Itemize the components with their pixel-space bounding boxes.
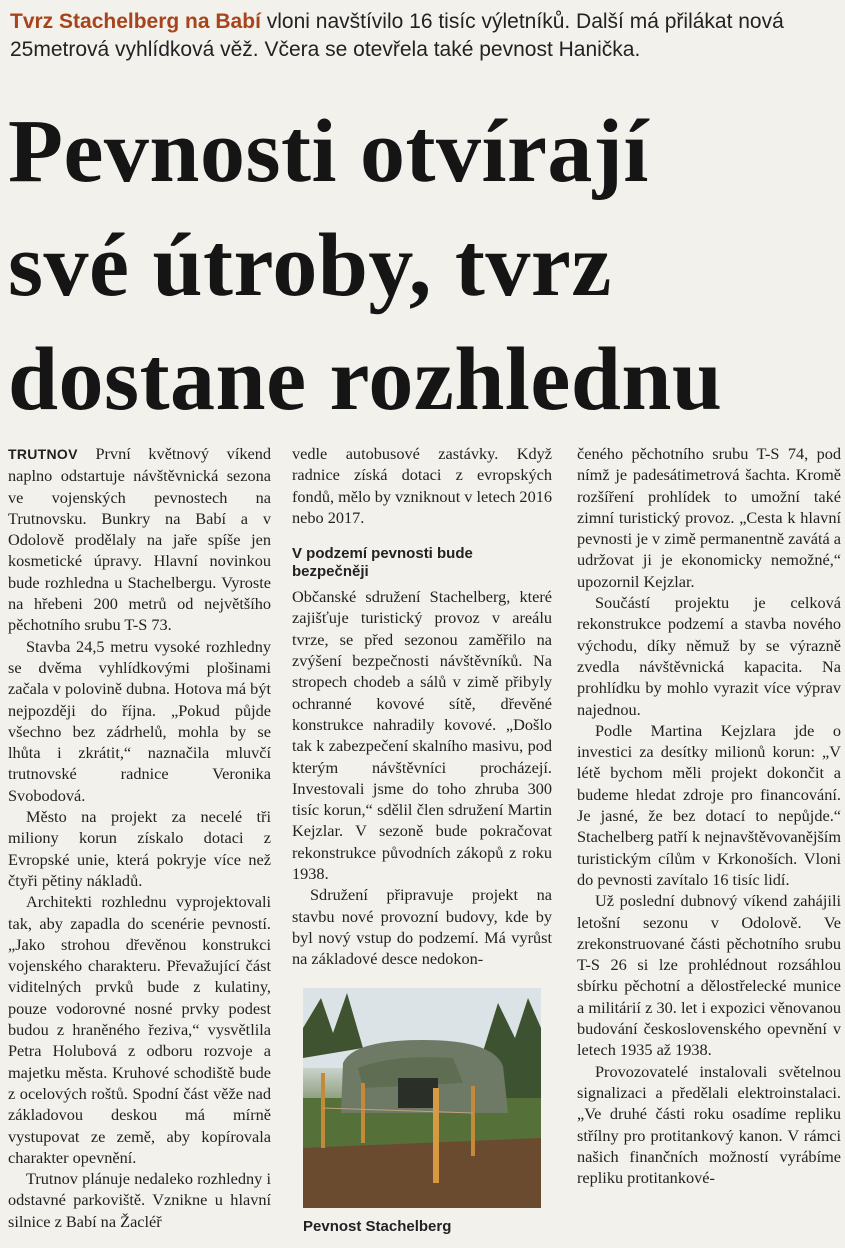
paragraph: Provozovatelé instalovali světelnou signalizaci a předělali elektroinstalaci. „Ve druhé části roku osadíme repliku střílny pro protitankový kanon. V rámci našich finančních možností vyrábíme repliku protitankové- [577, 1061, 841, 1188]
article-column-1 [8, 443, 271, 1232]
headline-line-3: dostane rozhlednu [8, 330, 723, 429]
headline-line-1: Pevnosti otvírají [8, 102, 649, 201]
paragraph: Trutnov plánuje nedaleko rozhledny i odstavné parkoviště. Vznikne u hlavní silnice z Babí na Žacléř [8, 1169, 271, 1231]
photo-stachelberg-bunker [303, 988, 541, 1208]
paragraph: Architekti rozhlednu vyprojektovali tak, aby zapadla do scenérie pevností. „Jako strohou dřevěnou konstrukci vojenského charakteru. Převažující část viditelných prvků bude z kulatiny, pouze vodorovné nosné prvky podest budou z hraněného řeziva,“ vysvětlila Petra Holubová z odboru rozvoje a majetku města. Kruhové schodiště bude z ocelových roštů. Spodní část věže nad základovou deskou má mírně vystupovat ze země, aby kopírovala charakter opevnění. [8, 892, 271, 1167]
dateline: TRUTNOV [8, 446, 78, 462]
headline-line-2: své útroby, tvrz [8, 216, 612, 315]
paragraph: Součástí projektu je celková rekonstrukce podzemí a stavba nového východu, díky němuž by se výrazně zvedla návštěvnická kapacita. Na prohlídku by mohlo vyrazit více výprav najednou. [577, 593, 841, 719]
paragraph: čeného pěchotního srubu T-S 74, pod nímž je padesátimetrová šachta. Kromě rozšíření prohlídek to umožní také zimní turistický provoz. „Cesta k hlavní pevnosti je v zimě permanentně zavátá a udržovat ji je ekonomicky nemožné,“ upozornil Kejzlar. [577, 444, 841, 591]
subheading: V podzemí pevnosti bude bezpečněji [292, 545, 473, 581]
paragraph: Už poslední dubnový víkend zahájili letošní sezonu v Odolově. Ve zrekonstruované části pěchotního srubu T-S 26 si lze prohlédnout rozsáhlou sbírku pěchotní a dělostřelecké munice a militárií z 30. let i expozici věnovanou budování československého opevnění v letech 1935 až 1938. [577, 891, 841, 1060]
paragraph-text: První květnový víkend naplno odstartuje návštěvnická sezona ve vojenských pevnostech na Trutnovsku. Bunkry na Babí a v Odolově prodělaly na jaře spíše jen kosmetické úpravy. Hlavní novinkou bude rozhledna u Stachelbergu. Vyroste na hřebeni 200 metrů od největšího pěchotního srubu T-S 73. [8, 444, 271, 635]
lead-text: vloni navštívilo 16 tisíc výletníků. Další má přilákat nová 25metrová vyhlídková věž. Včera se otevřela také pevnost Hanička. [10, 10, 784, 61]
paragraph: Město na projekt za necelé tři miliony korun získalo dotaci z Evropské unie, která pokryje více než čtyři pětiny nákladů. [8, 807, 271, 890]
headline [8, 95, 843, 437]
article-column-2 [292, 443, 552, 970]
paragraph: vedle autobusové zastávky. Když radnice získá dotaci z evropských fondů, mělo by vzniknout v letech 2016 nebo 2017. [292, 444, 552, 527]
paragraph [8, 443, 271, 636]
paragraph: Stavba 24,5 metru vysoké rozhledny se dvěma vyhlídkovými plošinami začala v polovině dubna. Hotova má být nejpozději do října. „Pokud půjde všechno bez zádrhelů, mohla by se lhůta i zkrátit,“ naznačila mluvčí trutnovské radnice Veronika Svobodová. [8, 636, 271, 805]
lead-paragraph [10, 8, 840, 64]
paragraph: Podle Martina Kejzlara jde o investici za desítky milionů korun: „V létě bychom měli projekt dokončit a budeme hledat zdroje pro financování. Je jasné, že bez dotací to nepůjde.“ Stachelberg patří k nejnavštěvovanějším turistickým cílům v Krkonoších. Vloni do pevnosti zavítalo 16 tisíc lidí. [577, 720, 841, 889]
lead-kicker: Tvrz Stachelberg na Babí [10, 10, 261, 33]
paragraph: Občanské sdružení Stachelberg, které zajišťuje turistický provoz v areálu tvrze, se před sezonou zaměřilo na zvýšení bezpečnosti návštěvníků. Na stropech chodeb a sálů v zimě přibyly ochranné kovové sítě, dřevěné konstrukce nahradily kovové. „Došlo tak k zabezpečení skalního masivu, pod kterým návštěvníci procházejí. Investovali jsme do toho zhruba 300 tisíc korun,“ sdělil člen sdružení Martin Kejzlar. V sezoně bude pokračovat rekonstrukce původních zákopů z roku 1938. [292, 587, 552, 884]
article-column-3 [577, 443, 841, 1188]
paragraph: Sdružení připravuje projekt na stavbu nové provozní budovy, kde by byl nový vstup do podzemí. Má vyrůst na základové desce nedokon- [292, 885, 552, 969]
bunker-illustration [303, 988, 541, 1208]
photo-caption: Pevnost Stachelberg [303, 1218, 452, 1235]
